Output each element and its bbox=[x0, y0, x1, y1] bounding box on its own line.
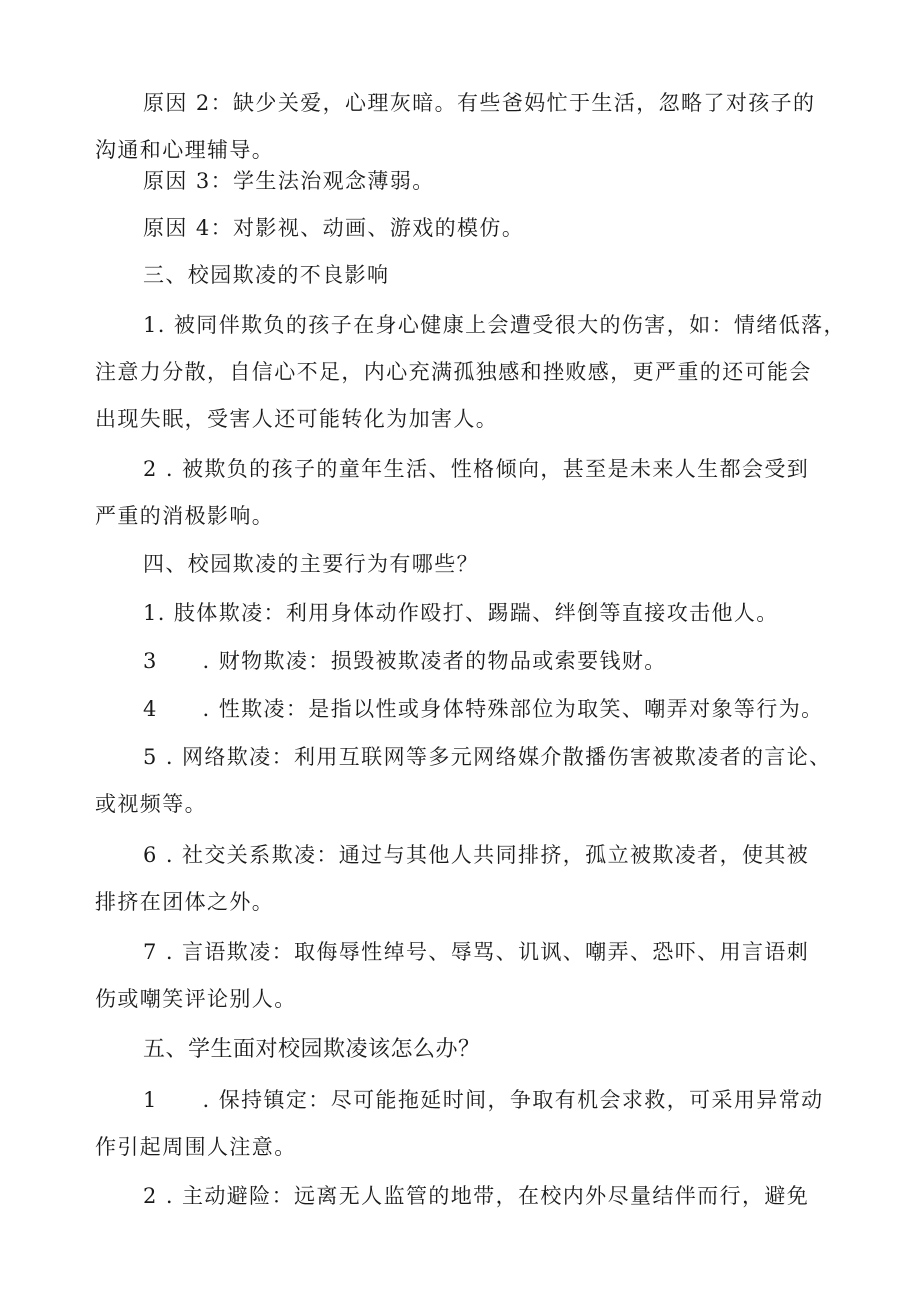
paragraph-effect-2-cont: 严重的消极影响。 bbox=[95, 504, 275, 528]
paragraph-reason-2-cont: 沟通和心理辅导。 bbox=[95, 138, 275, 162]
section-heading-4: 四、校园欺凌的主要行为有哪些？ bbox=[143, 552, 479, 576]
paragraph-reason-2: 原因 2：缺少关爱，心理灰暗。有些爸妈忙于生活，忽略了对孩子的 bbox=[143, 91, 816, 115]
paragraph-behavior-3: 3 . 财物欺凌：损毁被欺凌者的物品或索要钱财。 bbox=[143, 649, 667, 673]
paragraph-behavior-5-cont: 或视频等。 bbox=[95, 792, 207, 816]
paragraph-behavior-6: 6 . 社交关系欺凌：通过与其他人共同排挤，孤立被欺凌者，使其被 bbox=[143, 843, 810, 867]
paragraph-behavior-4: 4 . 性欺凌：是指以性或身体特殊部位为取笑、嘲弄对象等行为。 bbox=[143, 697, 824, 721]
paragraph-behavior-1: 1. 肢体欺凌：利用身体动作殴打、踢踹、绊倒等直接攻击他人。 bbox=[143, 601, 779, 625]
paragraph-behavior-5: 5 . 网络欺凌：利用互联网等多元网络媒介散播伤害被欺凌者的言论、 bbox=[143, 745, 832, 769]
paragraph-reason-4: 原因 4：对影视、动画、游戏的模仿。 bbox=[143, 216, 525, 240]
paragraph-response-1: 1 . 保持镇定：尽可能拖延时间，争取有机会求救，可采用异常动 bbox=[143, 1088, 824, 1112]
paragraph-reason-3: 原因 3：学生法治观念薄弱。 bbox=[143, 169, 435, 193]
section-heading-5: 五、学生面对校园欺凌该怎么办？ bbox=[143, 1037, 481, 1062]
paragraph-effect-1-cont-2: 出现失眠，受害人还可能转化为加害人。 bbox=[95, 407, 499, 431]
paragraph-effect-1-cont-1: 注意力分散，自信心不足，内心充满孤独感和挫败感，更严重的还可能会 bbox=[95, 360, 812, 384]
section-heading-3: 三、校园欺凌的不良影响 bbox=[143, 263, 390, 287]
paragraph-effect-2: 2 . 被欺负的孩子的童年生活、性格倾向，甚至是未来人生都会受到 bbox=[143, 457, 810, 481]
paragraph-behavior-6-cont: 排挤在团体之外。 bbox=[95, 890, 275, 914]
paragraph-behavior-7-cont: 伤或嘲笑评论别人。 bbox=[95, 987, 297, 1011]
paragraph-behavior-7: 7 . 言语欺凌：取侮辱性绰号、辱骂、讥讽、嘲弄、恐吓、用言语刺 bbox=[143, 940, 810, 964]
paragraph-response-1-cont: 作引起周围人注意。 bbox=[95, 1135, 297, 1159]
paragraph-effect-1: 1. 被同伴欺负的孩子在身心健康上会遭受很大的伤害，如：情绪低落， bbox=[143, 313, 846, 337]
paragraph-response-2: 2 . 主动避险：远离无人监管的地带，在校内外尽量结伴而行，避免 bbox=[143, 1184, 810, 1208]
